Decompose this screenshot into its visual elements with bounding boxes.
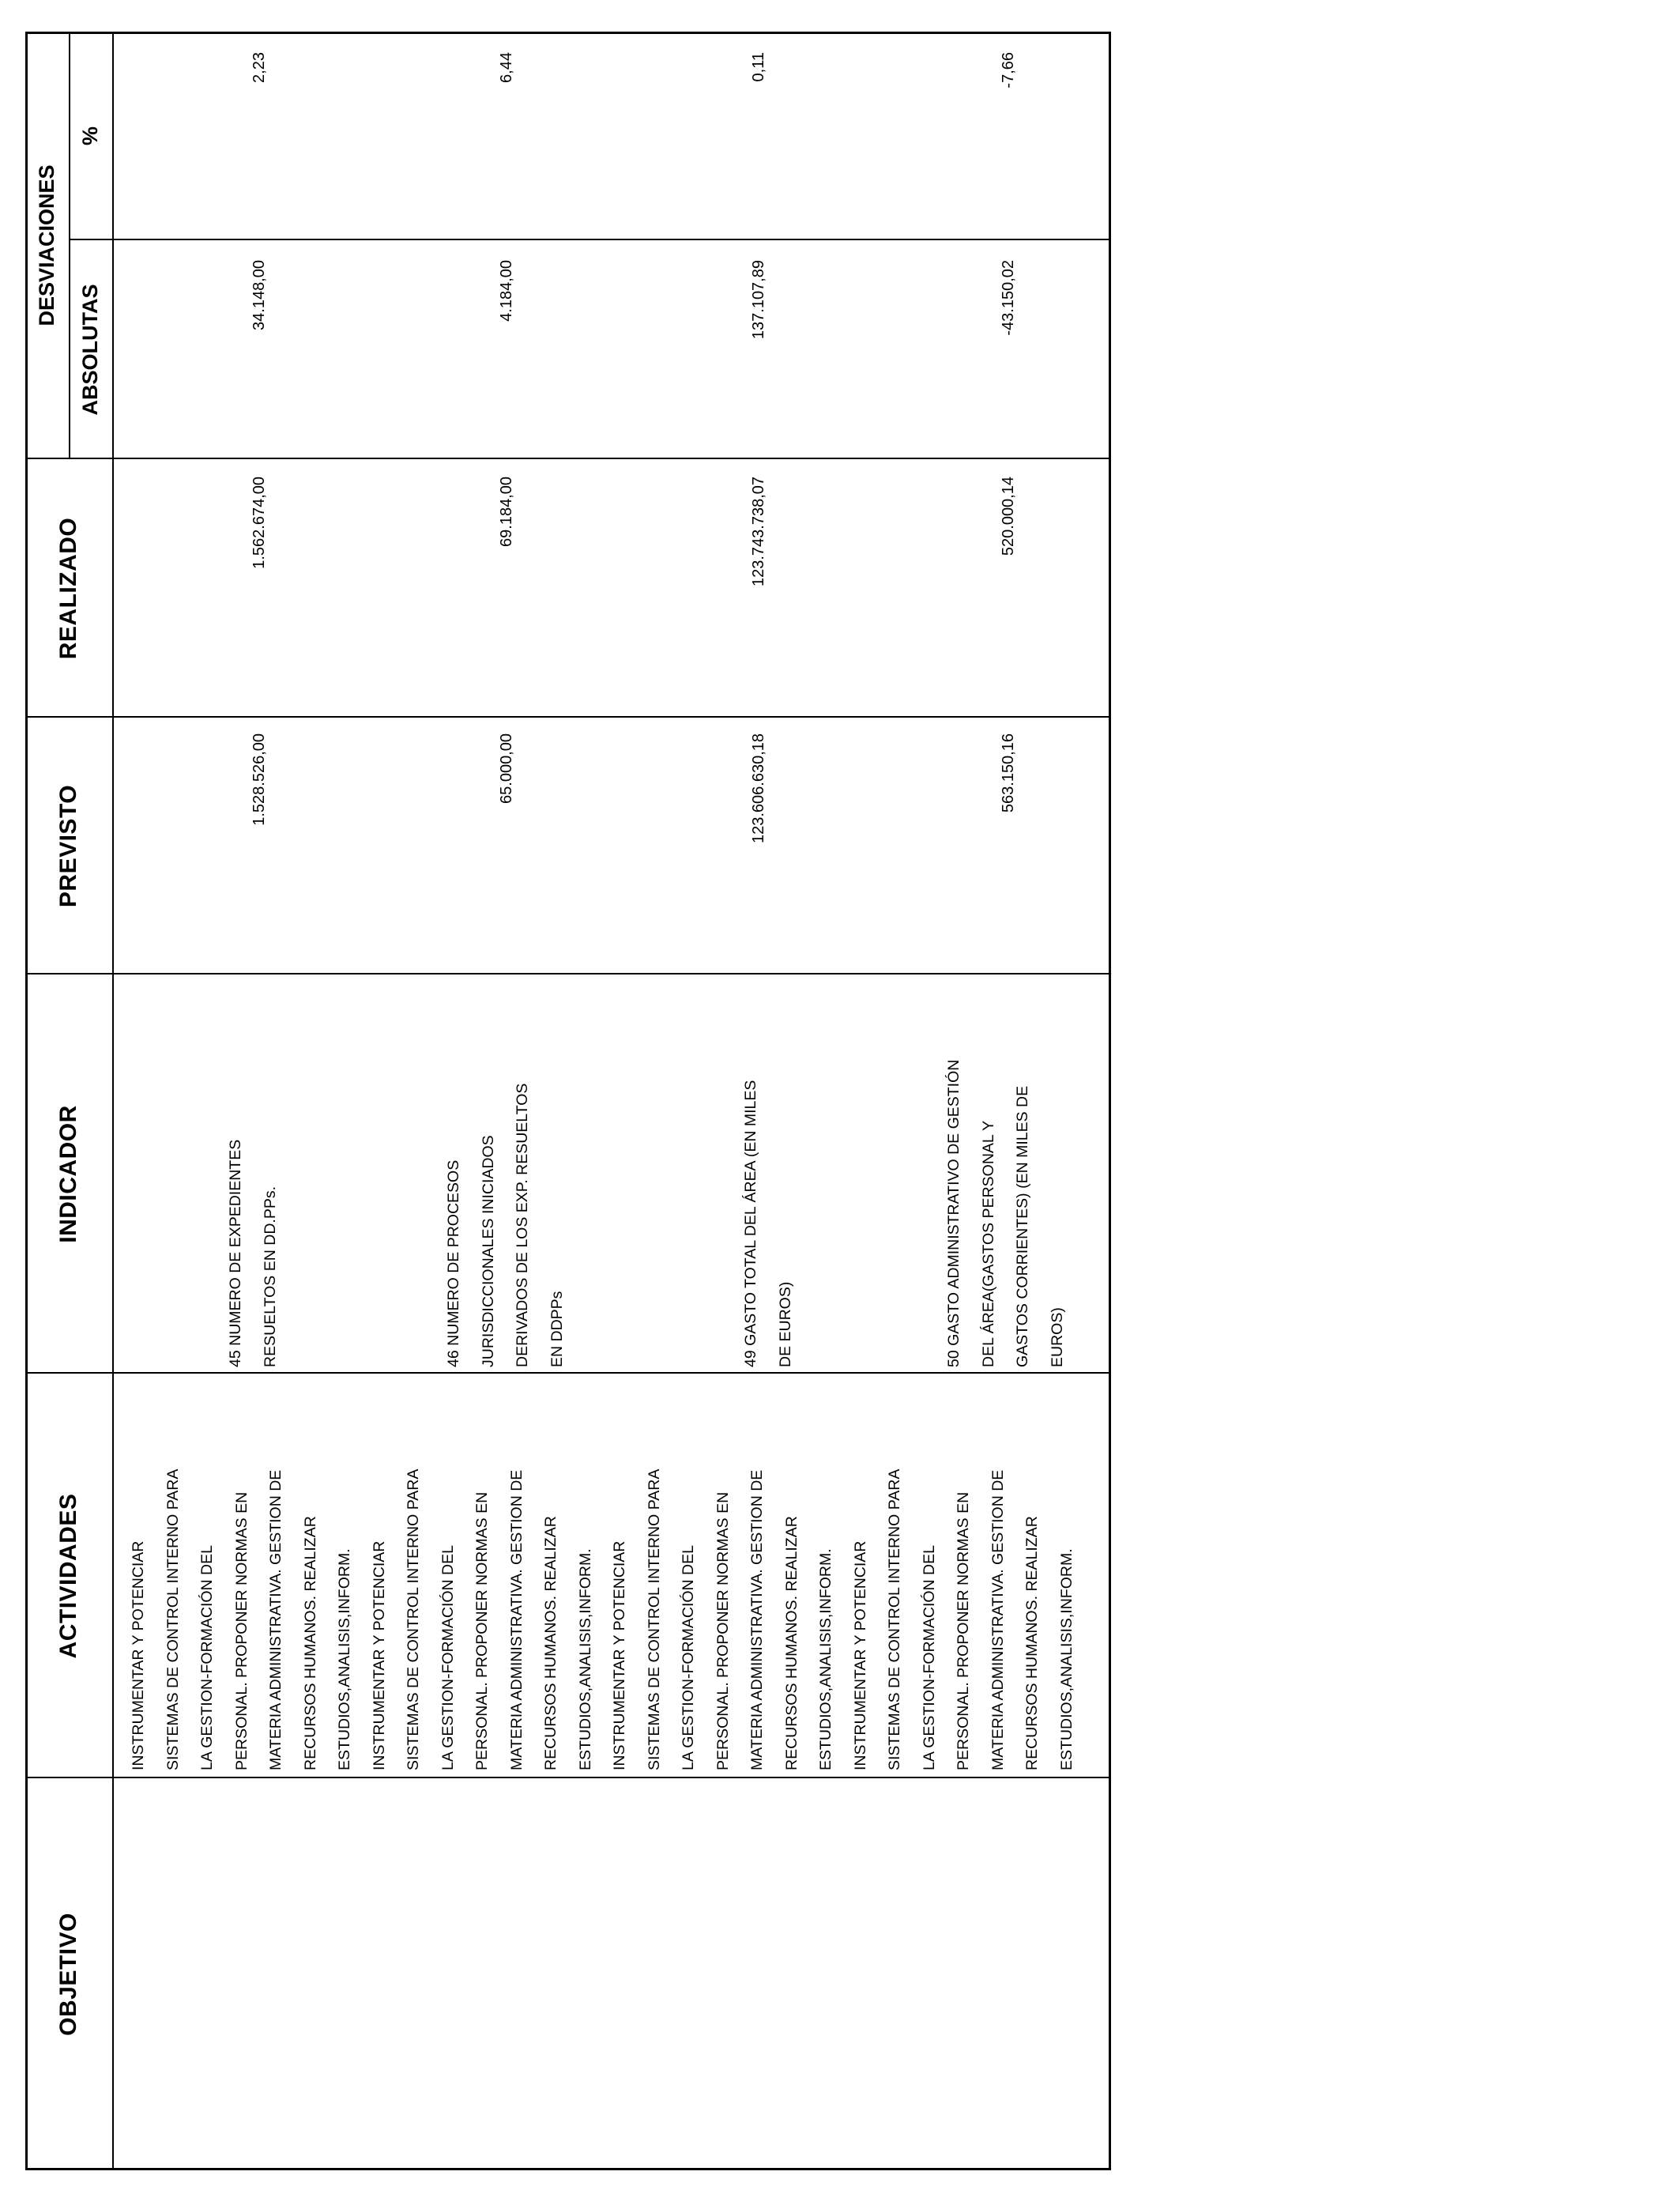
header-actividades: ACTIVIDADES (55, 1493, 81, 1659)
actividades-line: ESTUDIOS,ANALISIS,INFORM. (1057, 1548, 1075, 1770)
realizado-value: 123.743.738,07 (750, 477, 767, 587)
header-objetivo: OBJETIVO (55, 1913, 81, 2036)
col-divider (25, 973, 1111, 974)
previsto-value: 1.528.526,00 (250, 733, 268, 826)
actividades-line: SISTEMAS DE CONTROL INTERNO PARA (164, 1468, 182, 1770)
actividades-line: SISTEMAS DE CONTROL INTERNO PARA (405, 1468, 422, 1770)
actividades-line: LA GESTION-FORMACIÓN DEL (680, 1545, 697, 1770)
actividades-line: INSTRUMENTAR Y POTENCIAR (130, 1540, 147, 1770)
header-porcentaje: % (78, 126, 102, 146)
indicador-cell-50 (937, 1012, 1075, 1367)
header-previsto: PREVISTO (55, 784, 81, 908)
actividades-line: PERSONAL. PROPONER NORMAS EN (473, 1491, 491, 1770)
actividades-line: SISTEMAS DE CONTROL INTERNO PARA (645, 1468, 663, 1770)
actividades-line: PERSONAL. PROPONER NORMAS EN (955, 1491, 972, 1770)
actividades-line: RECURSOS HUMANOS. REALIZAR (542, 1516, 559, 1770)
indicador-cell-45 (219, 1012, 288, 1367)
col-divider (25, 1372, 1111, 1374)
realizado-value: 1.562.674,00 (250, 477, 268, 569)
realizado-value: 69.184,00 (498, 477, 515, 547)
actividades-line: PERSONAL. PROPONER NORMAS EN (232, 1491, 250, 1770)
porcentaje-value: 6,44 (498, 52, 515, 83)
actividades-line: INSTRUMENTAR Y POTENCIAR (611, 1540, 628, 1770)
indicador-line: 50 GASTO ADMINISTRATIVO DE GESTIÓN (945, 1059, 962, 1367)
previsto-value: 65.000,00 (498, 733, 515, 804)
actividades-line: LA GESTION-FORMACIÓN DEL (439, 1545, 457, 1770)
actividades-line: MATERIA ADMINISTRATIVA. GESTION DE (507, 1469, 525, 1770)
indicador-line: DEL ÁREA(GASTOS PERSONAL Y (979, 1120, 997, 1367)
actividades-line: MATERIA ADMINISTRATIVA. GESTION DE (989, 1469, 1007, 1770)
col-divider (25, 1777, 1111, 1778)
actividades-line: INSTRUMENTAR Y POTENCIAR (370, 1540, 388, 1770)
actividades-line: RECURSOS HUMANOS. REALIZAR (301, 1516, 319, 1770)
rotated-table (25, 32, 1111, 2170)
actividades-cell (122, 1396, 1084, 1770)
indicador-line: EN DDPPs (548, 1291, 566, 1367)
indicador-line: DERIVADOS DE LOS EXP. RESUELTOS (514, 1083, 531, 1367)
porcentaje-value: 0,11 (750, 52, 767, 82)
actividades-line: PERSONAL. PROPONER NORMAS EN (714, 1491, 732, 1770)
actividades-line: ESTUDIOS,ANALISIS,INFORM. (576, 1548, 594, 1770)
indicador-line: EUROS) (1048, 1307, 1066, 1367)
realizado-value: 520.000,14 (1000, 477, 1017, 556)
absolutas-value: 137.107,89 (750, 260, 767, 340)
header-indicador: INDICADOR (55, 1105, 81, 1243)
indicador-line: JURISDICCIONALES INICIADOS (479, 1135, 497, 1367)
col-divider (69, 239, 1111, 240)
actividades-line: INSTRUMENTAR Y POTENCIAR (851, 1540, 869, 1770)
actividades-line: RECURSOS HUMANOS. REALIZAR (1023, 1516, 1041, 1770)
absolutas-value: -43.150,02 (1000, 260, 1017, 336)
actividades-line: ESTUDIOS,ANALISIS,INFORM. (336, 1548, 353, 1770)
indicador-cell-46 (437, 1012, 574, 1367)
header-divider (112, 32, 114, 2170)
actividades-line: RECURSOS HUMANOS. REALIZAR (782, 1516, 800, 1770)
indicador-line: RESUELTOS EN DD.PPs. (261, 1186, 279, 1367)
actividades-line: LA GESTION-FORMACIÓN DEL (198, 1545, 216, 1770)
header-realizado: REALIZADO (55, 517, 81, 660)
header-desviaciones: DESVIACIONES (35, 164, 58, 326)
indicador-line: GASTOS CORRIENTES) (EN MILES DE (1014, 1085, 1031, 1367)
indicador-cell-49 (734, 1012, 803, 1367)
col-divider (25, 716, 1111, 718)
previsto-value: 563.150,16 (1000, 733, 1017, 813)
actividades-line: SISTEMAS DE CONTROL INTERNO PARA (886, 1468, 903, 1770)
indicador-line: 45 NUMERO DE EXPEDIENTES (227, 1139, 244, 1367)
indicador-line: 49 GASTO TOTAL DEL ÁREA (EN MILES (742, 1080, 759, 1367)
actividades-line: MATERIA ADMINISTRATIVA. GESTION DE (267, 1469, 284, 1770)
actividades-line: LA GESTION-FORMACIÓN DEL (920, 1545, 938, 1770)
col-divider (25, 458, 1111, 459)
porcentaje-value: -7,66 (1000, 52, 1017, 89)
actividades-line: MATERIA ADMINISTRATIVA. GESTION DE (748, 1469, 766, 1770)
header-absolutas: ABSOLUTAS (78, 284, 102, 416)
absolutas-value: 4.184,00 (498, 260, 515, 322)
absolutas-value: 34.148,00 (250, 260, 268, 330)
previsto-value: 123.606.630,18 (750, 733, 767, 844)
indicador-line: DE EUROS) (776, 1281, 794, 1367)
porcentaje-value: 2,23 (250, 52, 268, 83)
indicador-line: 46 NUMERO DE PROCESOS (445, 1159, 462, 1367)
actividades-line: ESTUDIOS,ANALISIS,INFORM. (817, 1548, 834, 1770)
